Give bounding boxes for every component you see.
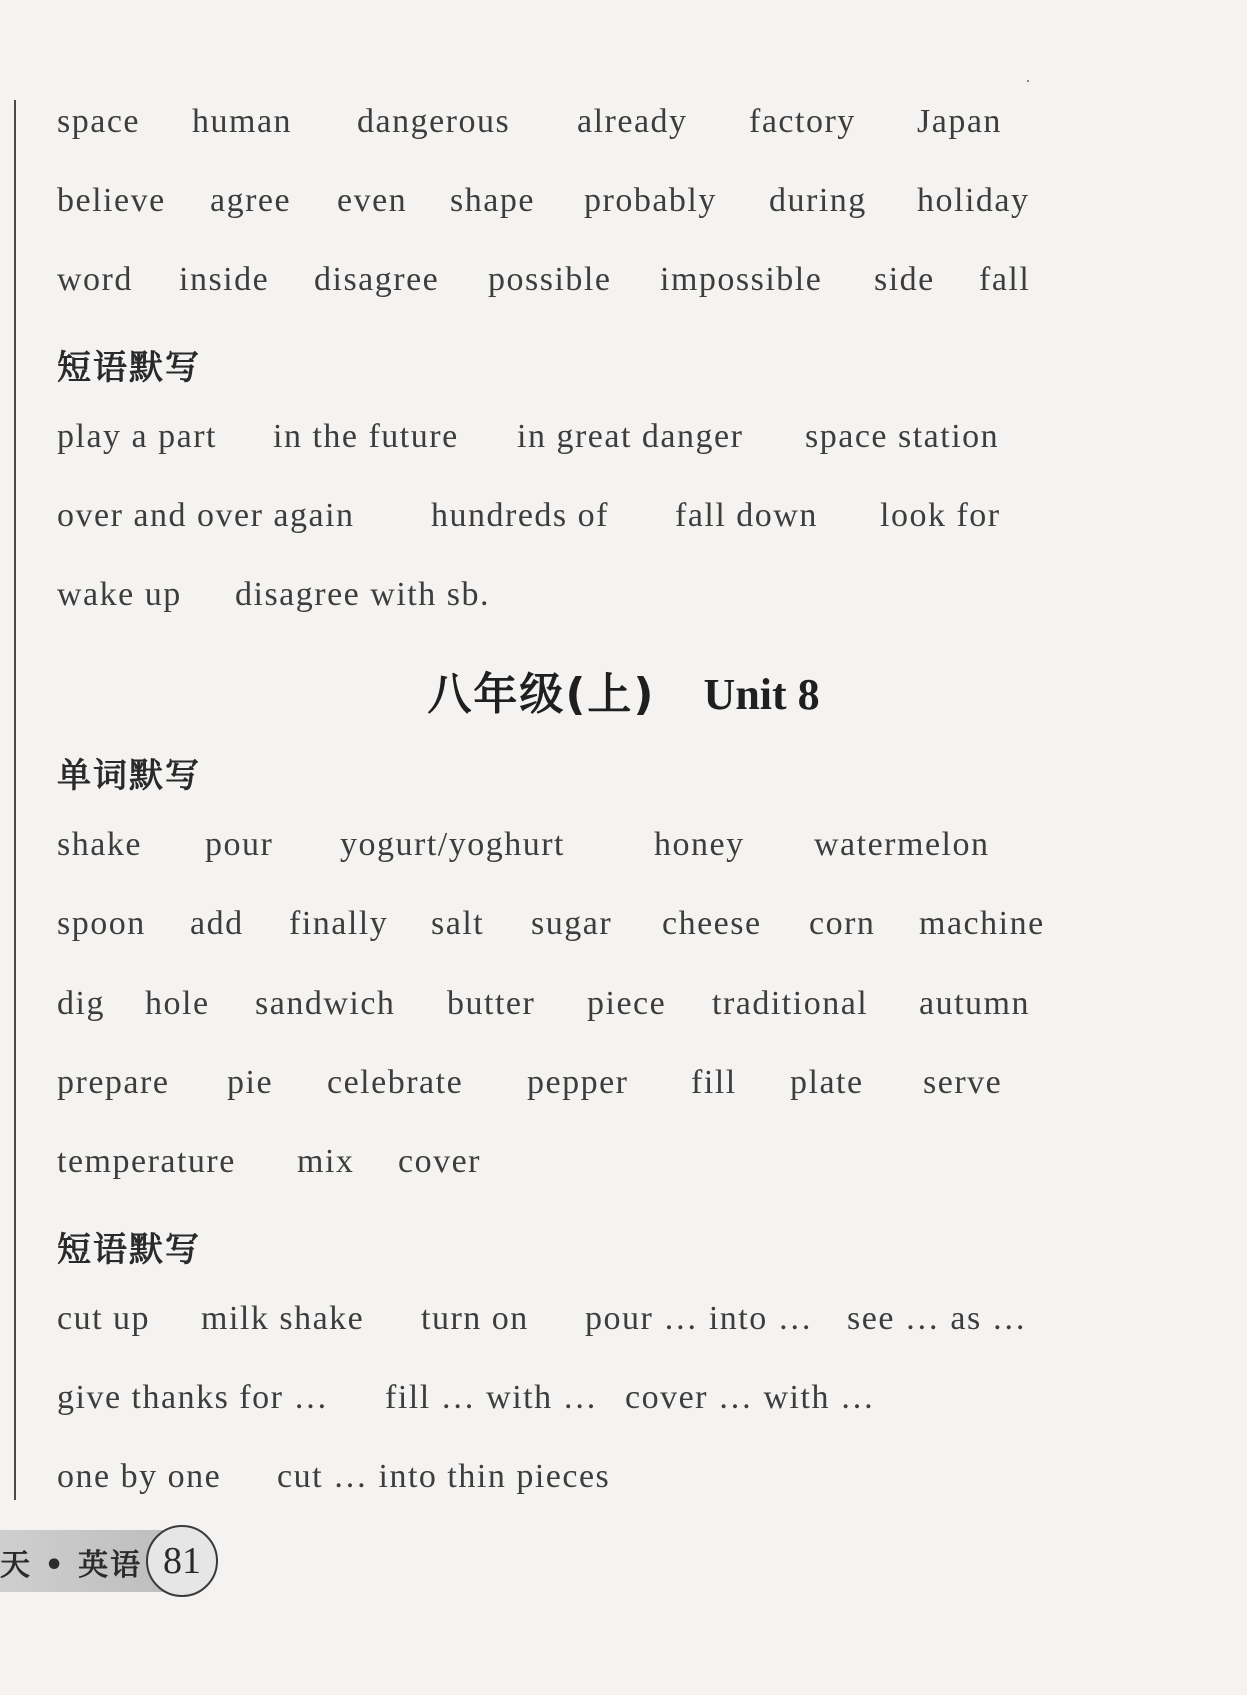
vocab-word: mix xyxy=(297,1143,355,1180)
vocab-word: prepare xyxy=(57,1064,170,1101)
vocab-word: impossible xyxy=(660,261,823,298)
vocab-word: dig xyxy=(57,985,105,1022)
vocab-word: spoon xyxy=(57,905,146,942)
vocab-word: pepper xyxy=(527,1064,629,1101)
phrase: play a part xyxy=(57,418,217,455)
vocab-word: corn xyxy=(809,905,876,942)
vocab-word: word xyxy=(57,261,133,298)
vocab-word: honey xyxy=(654,826,745,863)
vocab-word: temperature xyxy=(57,1143,236,1180)
phrase: milk shake xyxy=(201,1300,365,1337)
phrase: see … as … xyxy=(847,1300,1028,1337)
phrase: wake up xyxy=(57,576,182,613)
vocab-word: plate xyxy=(790,1064,864,1101)
vocab-word: shake xyxy=(57,826,142,863)
vocab-word: fill xyxy=(691,1064,737,1101)
unit-label: Unit 8 xyxy=(703,670,820,719)
vocab-word: Japan xyxy=(917,103,1002,140)
phrase: disagree with sb. xyxy=(235,576,490,613)
vocab-word: finally xyxy=(289,905,389,942)
vocab-word: salt xyxy=(431,905,485,942)
vocab-word: probably xyxy=(584,182,717,219)
vocab-word: sugar xyxy=(531,905,613,942)
vocab-word: side xyxy=(874,261,935,298)
vocab-word: yogurt/yoghurt xyxy=(340,826,565,863)
vocab-word: factory xyxy=(749,103,856,140)
vocab-word: possible xyxy=(488,261,612,298)
vocab-word: sandwich xyxy=(255,985,396,1022)
vocab-word: agree xyxy=(210,182,292,219)
footer-subject-label: 天 • 英语 xyxy=(0,1548,143,1583)
page-number-badge: 81 xyxy=(146,1525,218,1597)
vocab-word: pie xyxy=(227,1064,274,1101)
vocab-word: butter xyxy=(447,985,536,1022)
vocab-word: believe xyxy=(57,182,166,219)
vocab-word: even xyxy=(337,182,408,219)
vocab-word: human xyxy=(192,103,293,140)
vocab-word: traditional xyxy=(712,985,869,1022)
left-margin-rule xyxy=(14,100,16,1500)
grade-label: 八年级(上) xyxy=(427,669,656,720)
scan-speck xyxy=(1027,80,1029,82)
phrase-dictation-heading: 短语默写 xyxy=(57,348,201,388)
phrase: cut up xyxy=(57,1300,151,1337)
vocab-word: space xyxy=(57,103,141,140)
phrase: over and over again xyxy=(57,497,355,534)
phrase: pour … into … xyxy=(585,1300,814,1337)
phrase: turn on xyxy=(421,1300,529,1337)
phrase: cut … into thin pieces xyxy=(277,1458,611,1495)
vocab-word: inside xyxy=(179,261,270,298)
vocab-word: machine xyxy=(919,905,1045,942)
vocab-word: watermelon xyxy=(814,826,990,863)
phrase: hundreds of xyxy=(431,497,609,534)
phrase: fill … with … xyxy=(385,1379,599,1416)
phrase: look for xyxy=(880,497,1001,534)
vocab-word: cover xyxy=(398,1143,482,1180)
phrase: in great danger xyxy=(517,418,744,455)
phrase: in the future xyxy=(273,418,459,455)
vocab-word: during xyxy=(769,182,867,219)
word-dictation-heading: 单词默写 xyxy=(57,756,201,796)
vocab-word: disagree xyxy=(314,261,440,298)
vocab-word: holiday xyxy=(917,182,1030,219)
phrase: fall down xyxy=(675,497,818,534)
vocab-word: piece xyxy=(587,985,667,1022)
vocab-word: cheese xyxy=(662,905,762,942)
phrase: give thanks for … xyxy=(57,1379,329,1416)
vocab-word: dangerous xyxy=(357,103,511,140)
vocab-word: shape xyxy=(450,182,535,219)
phrase: cover … with … xyxy=(625,1379,876,1416)
phrase: one by one xyxy=(57,1458,222,1495)
vocab-word: add xyxy=(190,905,244,942)
vocab-word: hole xyxy=(145,985,210,1022)
vocab-word: pour xyxy=(205,826,274,863)
phrase: space station xyxy=(805,418,1000,455)
vocab-word: serve xyxy=(923,1064,1003,1101)
phrase-dictation-heading: 短语默写 xyxy=(57,1230,201,1270)
vocab-word: celebrate xyxy=(327,1064,464,1101)
vocab-word: autumn xyxy=(919,985,1030,1022)
vocab-word: fall xyxy=(979,261,1031,298)
unit-title xyxy=(0,658,1247,722)
vocab-word: already xyxy=(577,103,688,140)
